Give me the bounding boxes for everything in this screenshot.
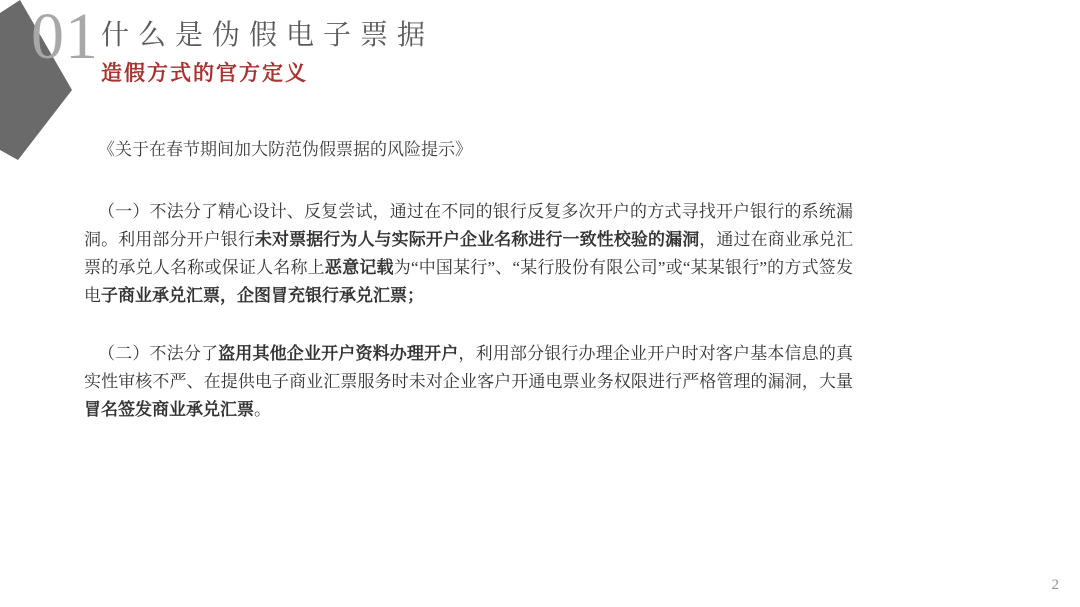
paragraph-bold-text: 盗用其他企业开户资料办理开户 bbox=[218, 344, 459, 363]
slide-subtitle: 造假方式的官方定义 bbox=[101, 62, 308, 85]
slide-title: 什么是伪假电子票据 bbox=[101, 20, 435, 51]
paragraph-text: （二）不法分了 bbox=[98, 344, 219, 363]
paragraph-text: （一）不法分了精心设计、反复尝试，通过在不同的银行反复多次开户的方式寻找开户银行的系统漏洞。利用部分开户银行 bbox=[84, 202, 853, 249]
paragraph-text: 。 bbox=[254, 400, 271, 419]
body-paragraph-1 bbox=[84, 198, 853, 310]
paragraph-bold-text: 子商业承兑汇票，企图冒充银行承兑汇票； bbox=[101, 286, 424, 305]
page-number: 2 bbox=[1051, 577, 1059, 593]
paragraph-text: ，通过在商业承兑汇票的承兑人名称或保证人名称上 bbox=[84, 230, 854, 277]
body-paragraph-2 bbox=[84, 340, 853, 424]
body-text-block bbox=[84, 136, 853, 424]
paragraph-text: 为“中国某行”、“某行股份有限公司”或“某某银行”的方式签发电 bbox=[84, 258, 854, 305]
document-title: 《关于在春节期间加大防范伪假票据的风险提示》 bbox=[98, 140, 472, 159]
paragraph-bold-text: 未对票据行为人与实际开户企业名称进行一致性校验的漏洞 bbox=[254, 230, 700, 249]
section-number: 01 bbox=[31, 0, 99, 73]
paragraph-bold-text: 冒名签发商业承兑汇票 bbox=[84, 400, 254, 419]
paragraph-bold-text: 恶意记载 bbox=[324, 258, 394, 277]
paragraph-text: ，利用部分银行办理企业开户时对客户基本信息的真实性审核不严、在提供电子商业汇票服务时未对企业客户开通电票业务权限进行严格管理的漏洞，大量 bbox=[84, 344, 854, 391]
